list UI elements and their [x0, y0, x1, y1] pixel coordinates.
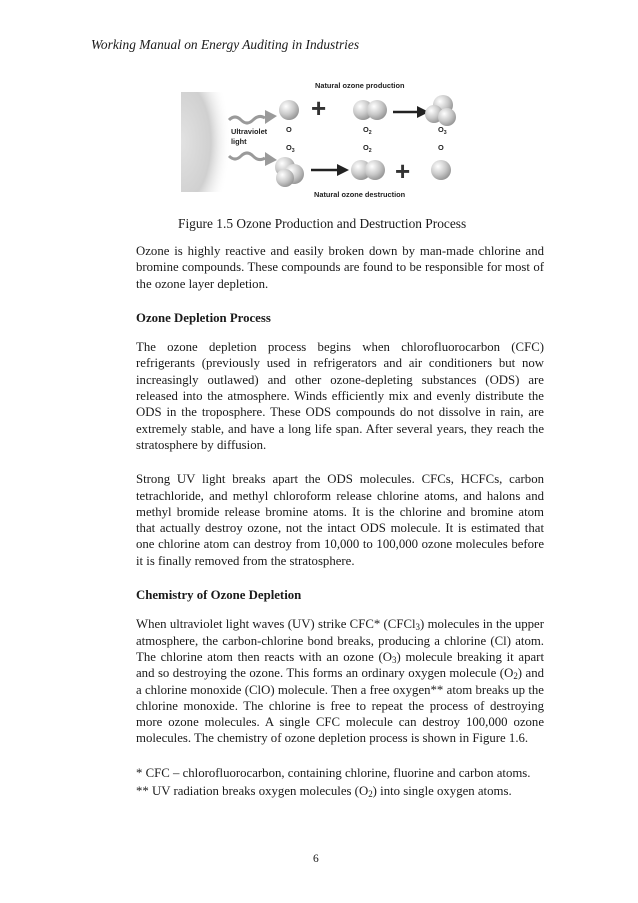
o3-atom-c [438, 108, 456, 126]
free-oxygen-atom [431, 160, 451, 180]
destruction-label: Natural ozone destruction [314, 190, 406, 199]
label-o2-top: $O_2$ [363, 125, 372, 136]
oxygen-atom [279, 100, 299, 120]
paragraph: Ozone is highly reactive and easily broken down by man-made chlorine and bromine compounds. These compounds are found to be responsible for most of the ozone layer depletion. [136, 244, 544, 291]
sun-glow [181, 92, 231, 192]
paragraph-chemistry: When ultraviolet light waves (UV) strike CFC* (CFCl$_3$) molecules in the upper atmosphere, the carbon-chlorine bond breaks, producing a chlorine (Cl) atom. The chlorine atom then reacts with an ozone $(O_3)$ molecule breaking it apart and so destroying the ozone. This forms an ordinary oxygen molecule $(O_2)$ and a chlorine monoxide (ClO) molecule. Then a free oxygen** atom breaks up the chlorine monoxide. The chlorine is free to repeat the process of destroying more ozone molecules. A single CFC molecule can destroy 100,000 ozone molecules. The chemistry of ozone depletion process is shown in Figure 1.6. [136, 617, 545, 746]
paragraph: Strong UV light breaks apart the ODS molecules. CFCs, HCFCs, carbon tetrachloride, and methyl chloroform release chlorine atoms, and halons and methyl bromide release bromine atoms. It is the chlorine and bromine atom that actually destroy ozone, not the intact ODS molecule. It is estimated that one chlorine atom can destroy from 10,000 to 100,000 ozone molecules before it is finally removed from the stratosphere. [136, 472, 544, 568]
o2-atom-b [367, 100, 387, 120]
ozone-diagram [181, 72, 461, 204]
uv-arrow-top-head [265, 110, 277, 124]
o3-bottom-atom-c [276, 169, 294, 187]
footnote: * CFC – chlorofluorocarbon, containing chlorine, fluorine and carbon atoms. [136, 765, 531, 780]
o2-bottom-atom-b [365, 160, 385, 180]
label-o-bottom: O [438, 143, 444, 152]
production-label: Natural ozone production [315, 81, 405, 90]
plus-sign-top: + [311, 93, 327, 123]
footnotes [136, 765, 544, 800]
page-number: 6 [313, 853, 319, 865]
label-o3-bottom: $O_3$ [286, 143, 295, 154]
uv-arrow-bottom [229, 153, 265, 160]
ozone-figure [181, 72, 461, 204]
label-o3-top: $O_3$ [438, 125, 447, 136]
uv-arrow-bottom-head [265, 152, 277, 166]
footnote: ** UV radiation breaks oxygen molecules $(O_2)$ into single oxygen atoms. [136, 784, 512, 800]
uv-label-line2: light [231, 137, 247, 146]
section-heading: Ozone Depletion Process [136, 310, 271, 325]
section-heading: Chemistry of Ozone Depletion [136, 588, 302, 603]
body-text [136, 243, 544, 801]
uv-label-line1: Ultraviolet [231, 127, 268, 136]
paragraph: The ozone depletion process begins when chlorofluorocarbon (CFC) refrigerants (previously used in refrigerators and air conditioners but now increasingly outlawed) and other ozone-depleting substances (ODS) are released into the atmosphere. Winds efficiently mix and evenly distribute the ODS in the troposphere. These ODS compounds do not dissolve in rain, are extremely stable, and have a long life span. After several years, they reach the stratosphere by diffusion. [136, 340, 544, 452]
uv-arrow-top [229, 116, 265, 123]
label-o-top: O [286, 125, 292, 134]
arrow-bottom-head [337, 164, 349, 176]
running-header: Working Manual on Energy Auditing in Industries [91, 37, 360, 52]
figure-caption: Figure 1.5 Ozone Production and Destruction Process [178, 216, 467, 231]
plus-sign-bottom: + [395, 156, 411, 186]
label-o2-bottom: $O_2$ [363, 143, 372, 154]
